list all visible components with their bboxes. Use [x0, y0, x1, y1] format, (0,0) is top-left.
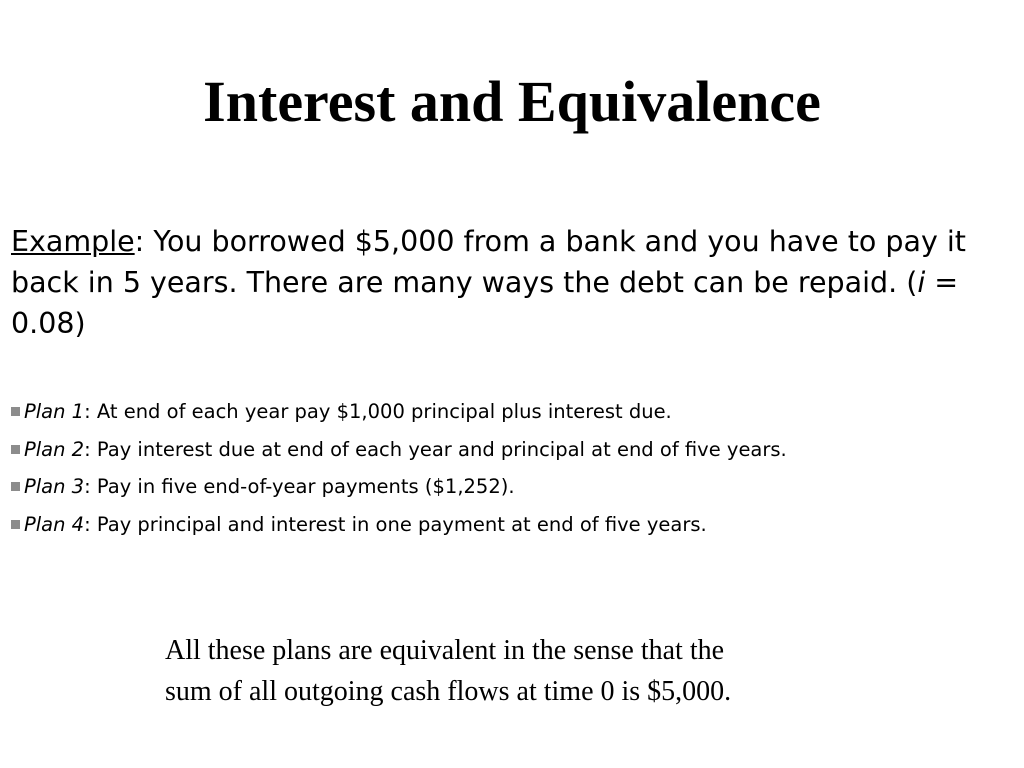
example-text-start: : You borrowed $5,000 from a bank and you have to pay it back in 5 years. There are many ways the debt can be repaid. (: [11, 225, 966, 299]
plan-description: : Pay interest due at end of each year and principal at end of five years.: [84, 438, 787, 461]
plans-list: [11, 396, 1011, 547]
plan-name: Plan 2: [24, 438, 85, 461]
conclusion-line-2: sum of all outgoing cash flows at time 0 is $5,000.: [165, 676, 732, 707]
example-label: Example: [11, 225, 135, 258]
square-bullet-icon: [11, 445, 20, 454]
conclusion-text: [165, 630, 925, 712]
plan-description: : Pay principal and interest in one payment at end of five years.: [84, 513, 707, 536]
plan-description: : Pay in five end-of-year payments ($1,252).: [84, 475, 515, 498]
example-text-end: = 0.08): [11, 266, 959, 340]
conclusion-line-1: All these plans are equivalent in the sense that the: [165, 635, 725, 666]
square-bullet-icon: [11, 482, 20, 491]
interest-rate-variable: i: [917, 266, 926, 299]
plan-item: [11, 396, 1011, 428]
plan-name: Plan 1: [24, 400, 85, 423]
plan-name: Plan 3: [24, 475, 85, 498]
slide-title: Interest and Equivalence: [203, 69, 821, 134]
plan-item: [11, 434, 1011, 465]
plan-name: Plan 4: [24, 513, 85, 536]
square-bullet-icon: [11, 520, 20, 529]
plan-item: [11, 471, 1011, 503]
example-paragraph: [11, 221, 1011, 344]
plan-item: [11, 509, 1011, 541]
square-bullet-icon: [11, 407, 20, 416]
plan-description: : At end of each year pay $1,000 principal plus interest due.: [84, 400, 672, 423]
